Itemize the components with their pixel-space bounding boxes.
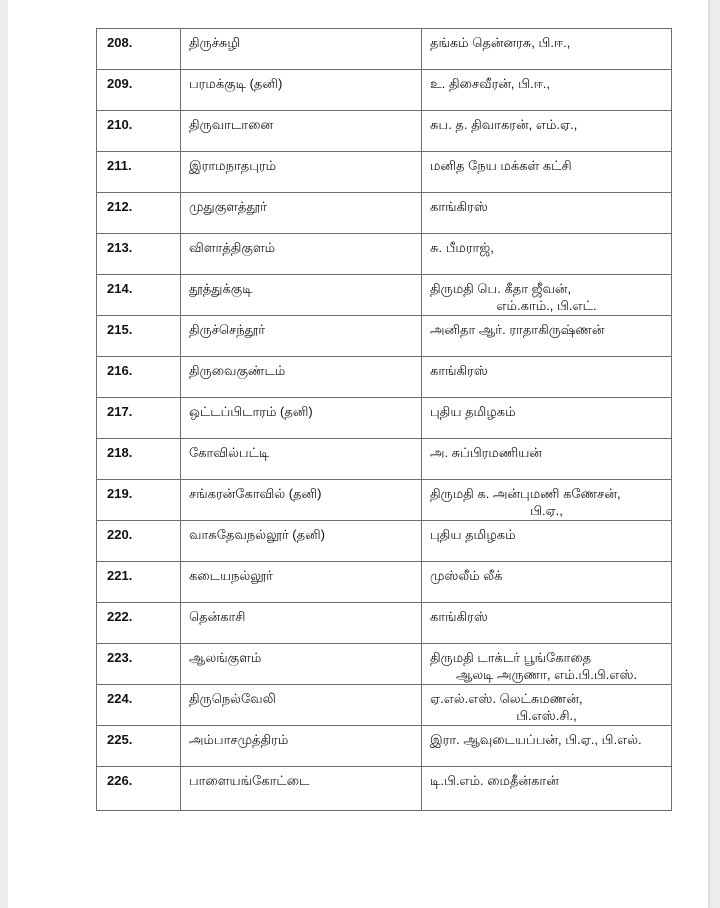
constituency-cell: திருச்சுழி — [181, 29, 422, 70]
constituency-cell: திருவாடானை — [181, 111, 422, 152]
constituency-cell: அம்பாசமுத்திரம் — [181, 726, 422, 767]
constituency-cell: தூத்துக்குடி — [181, 275, 422, 316]
table-row — [97, 562, 672, 603]
constituency-cell: திருச்செந்தூர் — [181, 316, 422, 357]
candidate-table — [96, 28, 672, 811]
candidate-line: காங்கிரஸ் — [430, 363, 488, 378]
constituency-cell: கடையநல்லூர் — [181, 562, 422, 603]
candidate-line: பி.எஸ்.சி., — [516, 708, 577, 723]
constituency-cell: விளாத்திகுளம் — [181, 234, 422, 275]
table-row — [97, 685, 672, 726]
serial-number-cell: 219. — [97, 480, 181, 521]
table-row — [97, 480, 672, 521]
serial-number-cell: 225. — [97, 726, 181, 767]
table-row — [97, 316, 672, 357]
serial-number-cell: 221. — [97, 562, 181, 603]
serial-number-cell: 209. — [97, 70, 181, 111]
serial-number-cell: 213. — [97, 234, 181, 275]
candidate-cell — [422, 111, 672, 152]
candidate-line: உ. திசைவீரன், பி.ஈ., — [430, 76, 551, 91]
serial-number-cell: 224. — [97, 685, 181, 726]
table-row — [97, 111, 672, 152]
candidate-cell — [422, 726, 672, 767]
candidate-cell — [422, 29, 672, 70]
table-row — [97, 439, 672, 480]
candidate-cell — [422, 193, 672, 234]
serial-number-cell: 211. — [97, 152, 181, 193]
candidate-cell — [422, 357, 672, 398]
candidate-cell — [422, 152, 672, 193]
table-row — [97, 357, 672, 398]
table-body — [97, 29, 672, 811]
serial-number-cell: 215. — [97, 316, 181, 357]
constituency-cell: முதுகுளத்தூர் — [181, 193, 422, 234]
candidate-line: பி.ஏ., — [530, 503, 563, 518]
constituency-cell: தென்காசி — [181, 603, 422, 644]
candidate-cell — [422, 439, 672, 480]
constituency-cell: திருவைகுண்டம் — [181, 357, 422, 398]
candidate-cell — [422, 644, 672, 685]
candidate-line: மனித நேய மக்கள் கட்சி — [430, 158, 572, 173]
serial-number-cell: 222. — [97, 603, 181, 644]
candidate-cell — [422, 316, 672, 357]
candidate-cell — [422, 234, 672, 275]
candidate-line: சுப. த. திவாகரன், எம்.ஏ., — [430, 117, 578, 132]
constituency-cell: ஆலங்குளம் — [181, 644, 422, 685]
table-row — [97, 234, 672, 275]
serial-number-cell: 218. — [97, 439, 181, 480]
serial-number-cell: 216. — [97, 357, 181, 398]
table-row — [97, 275, 672, 316]
candidate-line: அனிதா ஆர். ராதாகிருஷ்ணன் — [430, 322, 605, 337]
document-page — [8, 0, 708, 908]
serial-number-cell: 220. — [97, 521, 181, 562]
constituency-cell: பாளையங்கோட்டை — [181, 767, 422, 811]
candidate-line: காங்கிரஸ் — [430, 199, 488, 214]
candidate-line: எம்.காம்., பி.எட். — [496, 298, 597, 313]
candidate-line: காங்கிரஸ் — [430, 609, 488, 624]
candidate-cell — [422, 275, 672, 316]
serial-number-cell: 217. — [97, 398, 181, 439]
candidate-cell — [422, 480, 672, 521]
candidate-line: புதிய தமிழகம் — [430, 404, 516, 419]
candidate-cell — [422, 398, 672, 439]
table-row — [97, 726, 672, 767]
candidate-cell — [422, 767, 672, 811]
candidate-cell — [422, 562, 672, 603]
candidate-line: சு. பீமராஜ், — [430, 240, 494, 255]
candidate-line: ஆலடி அருணா, எம்.பி.பி.எஸ். — [455, 667, 638, 682]
table-row — [97, 152, 672, 193]
serial-number-cell: 208. — [97, 29, 181, 70]
table-row — [97, 193, 672, 234]
table-row — [97, 521, 672, 562]
candidate-cell — [422, 521, 672, 562]
candidate-cell — [422, 685, 672, 726]
candidate-line: இரா. ஆவுடையப்பன், பி.ஏ., பி.எல். — [430, 732, 642, 747]
table-row — [97, 29, 672, 70]
candidate-line: திருமதி டாக்டர் பூங்கோதை — [430, 650, 592, 665]
candidate-line: புதிய தமிழகம் — [430, 527, 516, 542]
serial-number-cell: 210. — [97, 111, 181, 152]
table-row — [97, 603, 672, 644]
table-row — [97, 398, 672, 439]
constituency-cell: வாசுதேவநல்லூர் (தனி) — [181, 521, 422, 562]
constituency-cell: இராமநாதபுரம் — [181, 152, 422, 193]
constituency-cell: திருநெல்வேலி — [181, 685, 422, 726]
table-row — [97, 767, 672, 811]
candidate-line: திருமதி பெ. கீதா ஜீவன், — [430, 281, 572, 296]
constituency-cell: கோவில்பட்டி — [181, 439, 422, 480]
candidate-cell — [422, 603, 672, 644]
candidate-line: தங்கம் தென்னரசு, பி.ஈ., — [430, 35, 571, 50]
constituency-cell: பரமக்குடி (தனி) — [181, 70, 422, 111]
candidate-line: திருமதி க. அன்புமணி கணேசன், — [430, 486, 621, 501]
table-row — [97, 70, 672, 111]
serial-number-cell: 223. — [97, 644, 181, 685]
constituency-cell: சங்கரன்கோவில் (தனி) — [181, 480, 422, 521]
constituency-cell: ஒட்டப்பிடாரம் (தனி) — [181, 398, 422, 439]
candidate-cell — [422, 70, 672, 111]
serial-number-cell: 212. — [97, 193, 181, 234]
candidate-line: முஸ்லீம் லீக் — [430, 568, 503, 583]
candidate-line: டி.பி.எம். மைதீன்கான் — [430, 773, 559, 788]
serial-number-cell: 214. — [97, 275, 181, 316]
candidate-line: அ. சுப்பிரமணியன் — [430, 445, 542, 460]
serial-number-cell: 226. — [97, 767, 181, 811]
table-row — [97, 644, 672, 685]
candidate-line: ஏ.எல்.எஸ். லெட்சுமணன், — [430, 691, 583, 706]
